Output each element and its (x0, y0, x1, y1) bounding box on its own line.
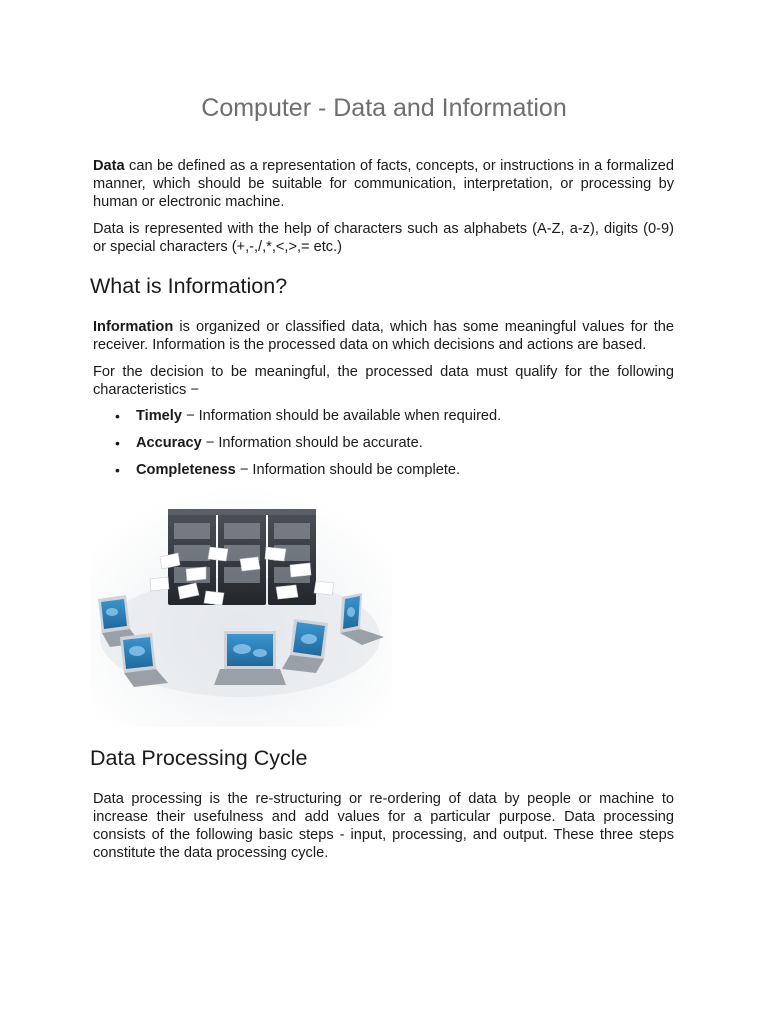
information-heading: What is Information? (90, 274, 288, 298)
data-representation-paragraph: Data is represented with the help of characters such as alphabets (A-Z, a-z), digits (0-9) or special characters (+,-,/,*,<,>,= etc.) (93, 221, 674, 255)
information-definition-text: is organized or classified data, which has some meaningful values for the receiver. Information is the processed data on which decisions and actions are based. (93, 319, 674, 353)
data-definition-text: can be defined as a representation of facts, concepts, or instructions in a formalized manner, which should be suitable for communication, interpretation, or processing by human or electronic machine. (93, 158, 674, 210)
list-item-term: Accuracy (136, 435, 202, 451)
list-item-text: − Information should be complete. (235, 462, 461, 478)
list-item-term: Timely (136, 408, 182, 424)
list-item (93, 461, 674, 488)
data-definition-paragraph (93, 157, 674, 211)
servers-laptops-illustration (90, 487, 392, 727)
bullet-icon: • (115, 408, 120, 424)
information-term: Information (93, 319, 174, 335)
list-item (93, 407, 674, 434)
data-processing-paragraph: Data processing is the re-structuring or re-ordering of data by people or machine to increase their usefulness and add values for a particular purpose. Data processing consists of the following basic steps - input, processing, and output. These three steps constitute the data processing cycle. (93, 791, 674, 861)
data-term: Data (93, 158, 125, 174)
list-item-text: − Information should be available when required. (181, 408, 502, 424)
laptop-icon (214, 631, 286, 685)
bullet-icon: • (115, 435, 120, 451)
information-definition-paragraph (93, 318, 674, 354)
list-item-text: − Information should be accurate. (201, 435, 423, 451)
page-title: Computer - Data and Information (201, 94, 567, 122)
bullet-icon: • (115, 462, 120, 478)
data-processing-cycle-heading: Data Processing Cycle (90, 746, 308, 770)
list-item (93, 434, 674, 461)
list-item-term: Completeness (136, 462, 236, 478)
characteristics-intro-paragraph: For the decision to be meaningful, the processed data must qualify for the following characteristics − (93, 364, 674, 398)
characteristics-list (93, 407, 674, 488)
